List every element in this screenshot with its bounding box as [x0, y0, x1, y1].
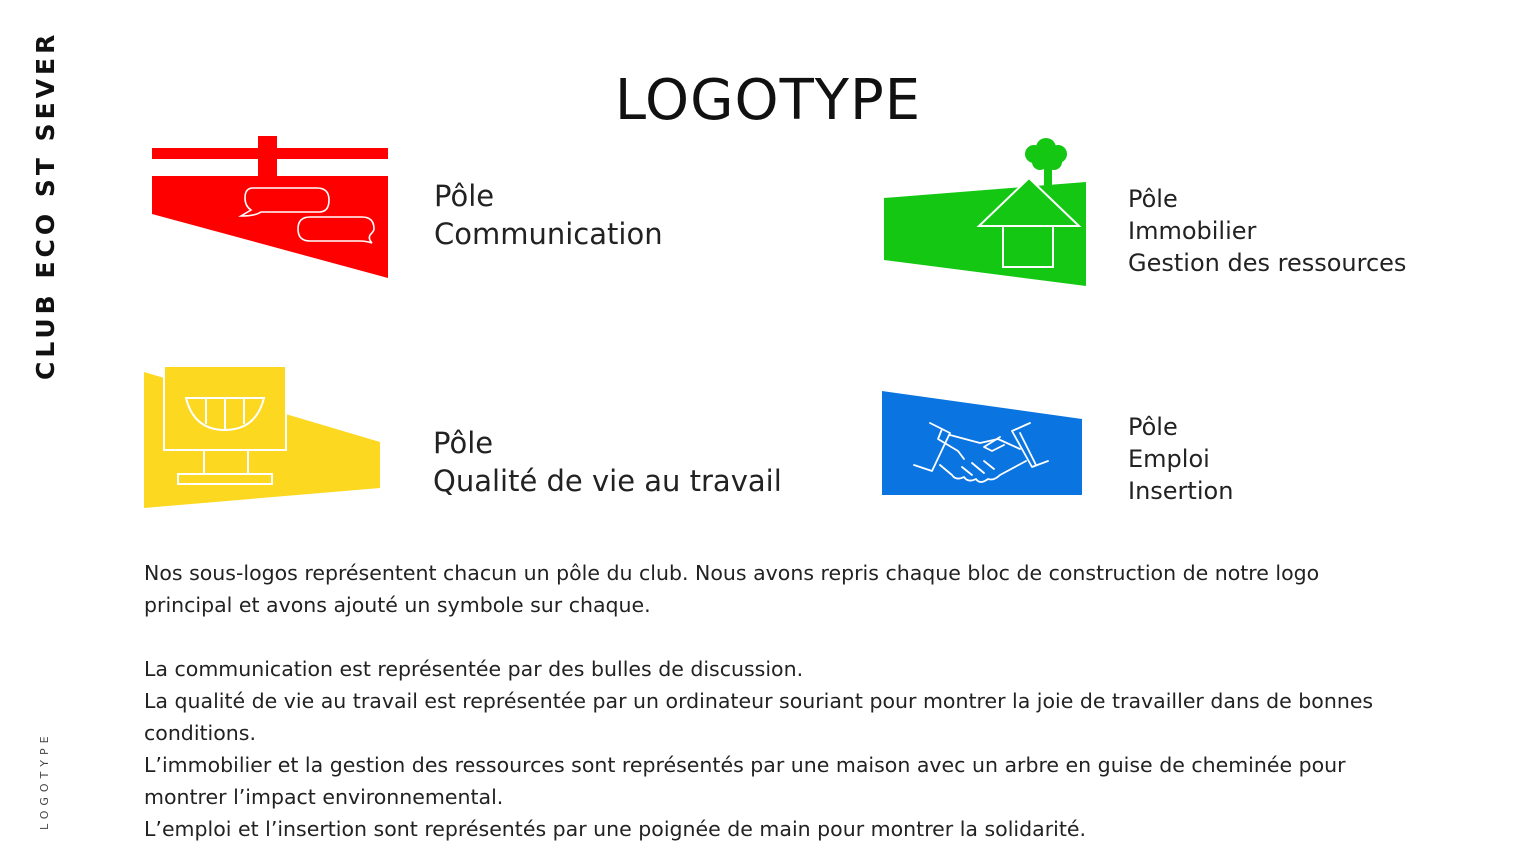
pole-label-line: Qualité de vie au travail — [433, 464, 782, 498]
club-name-vertical: CLUB ECO ST SEVER — [31, 30, 60, 380]
logo-emploi — [880, 389, 1084, 497]
pole-label-line: Pôle — [1128, 413, 1178, 441]
pole-qualite-label — [433, 424, 782, 500]
pole-label-line: Pôle — [1128, 185, 1178, 213]
description-line: conditions. — [144, 721, 256, 745]
pole-label-line: Emploi — [1128, 445, 1210, 473]
logo-communication — [150, 134, 390, 280]
pole-label-line: Insertion — [1128, 477, 1234, 505]
house-tree-icon — [882, 136, 1088, 288]
description-line: La qualité de vie au travail est représentée par un ordinateur souriant pour montrer la joie de travailler dans de bonnes — [144, 689, 1374, 713]
description-intro-line: Nos sous-logos représentent chacun un pôle du club. Nous avons repris chaque bloc de construction de notre logo — [144, 561, 1320, 585]
page-title: LOGOTYPE — [614, 68, 922, 133]
pole-emploi-label — [1128, 411, 1233, 507]
description-line: L’immobilier et la gestion des ressources sont représentés par une maison avec un arbre en guise de cheminée pour — [144, 753, 1346, 777]
pole-immobilier-label — [1128, 183, 1406, 279]
handshake-icon — [880, 389, 1084, 497]
description-line: La communication est représentée par des bulles de discussion. — [144, 657, 804, 681]
logo-qualite — [142, 364, 382, 510]
pole-label-line: Communication — [434, 217, 663, 251]
description-line: montrer l’impact environnemental. — [144, 785, 504, 809]
speech-bubbles-icon — [150, 134, 390, 280]
pole-label-line: Gestion des ressources — [1128, 249, 1407, 277]
pole-label-line: Pôle — [433, 426, 494, 460]
logo-immobilier — [882, 136, 1088, 288]
description-text — [144, 557, 1434, 845]
pole-communication-label — [434, 177, 663, 253]
pole-label-line: Pôle — [434, 179, 495, 213]
smiling-computer-icon — [142, 364, 382, 510]
paragraph-spacer — [144, 621, 1434, 653]
pole-label-line: Immobilier — [1128, 217, 1257, 245]
description-line: L’emploi et l’insertion sont représentés par une poignée de main pour montrer la solidarité. — [144, 817, 1086, 841]
section-label-vertical: LOGOTYPE — [38, 731, 51, 830]
description-intro-line: principal et avons ajouté un symbole sur chaque. — [144, 593, 651, 617]
